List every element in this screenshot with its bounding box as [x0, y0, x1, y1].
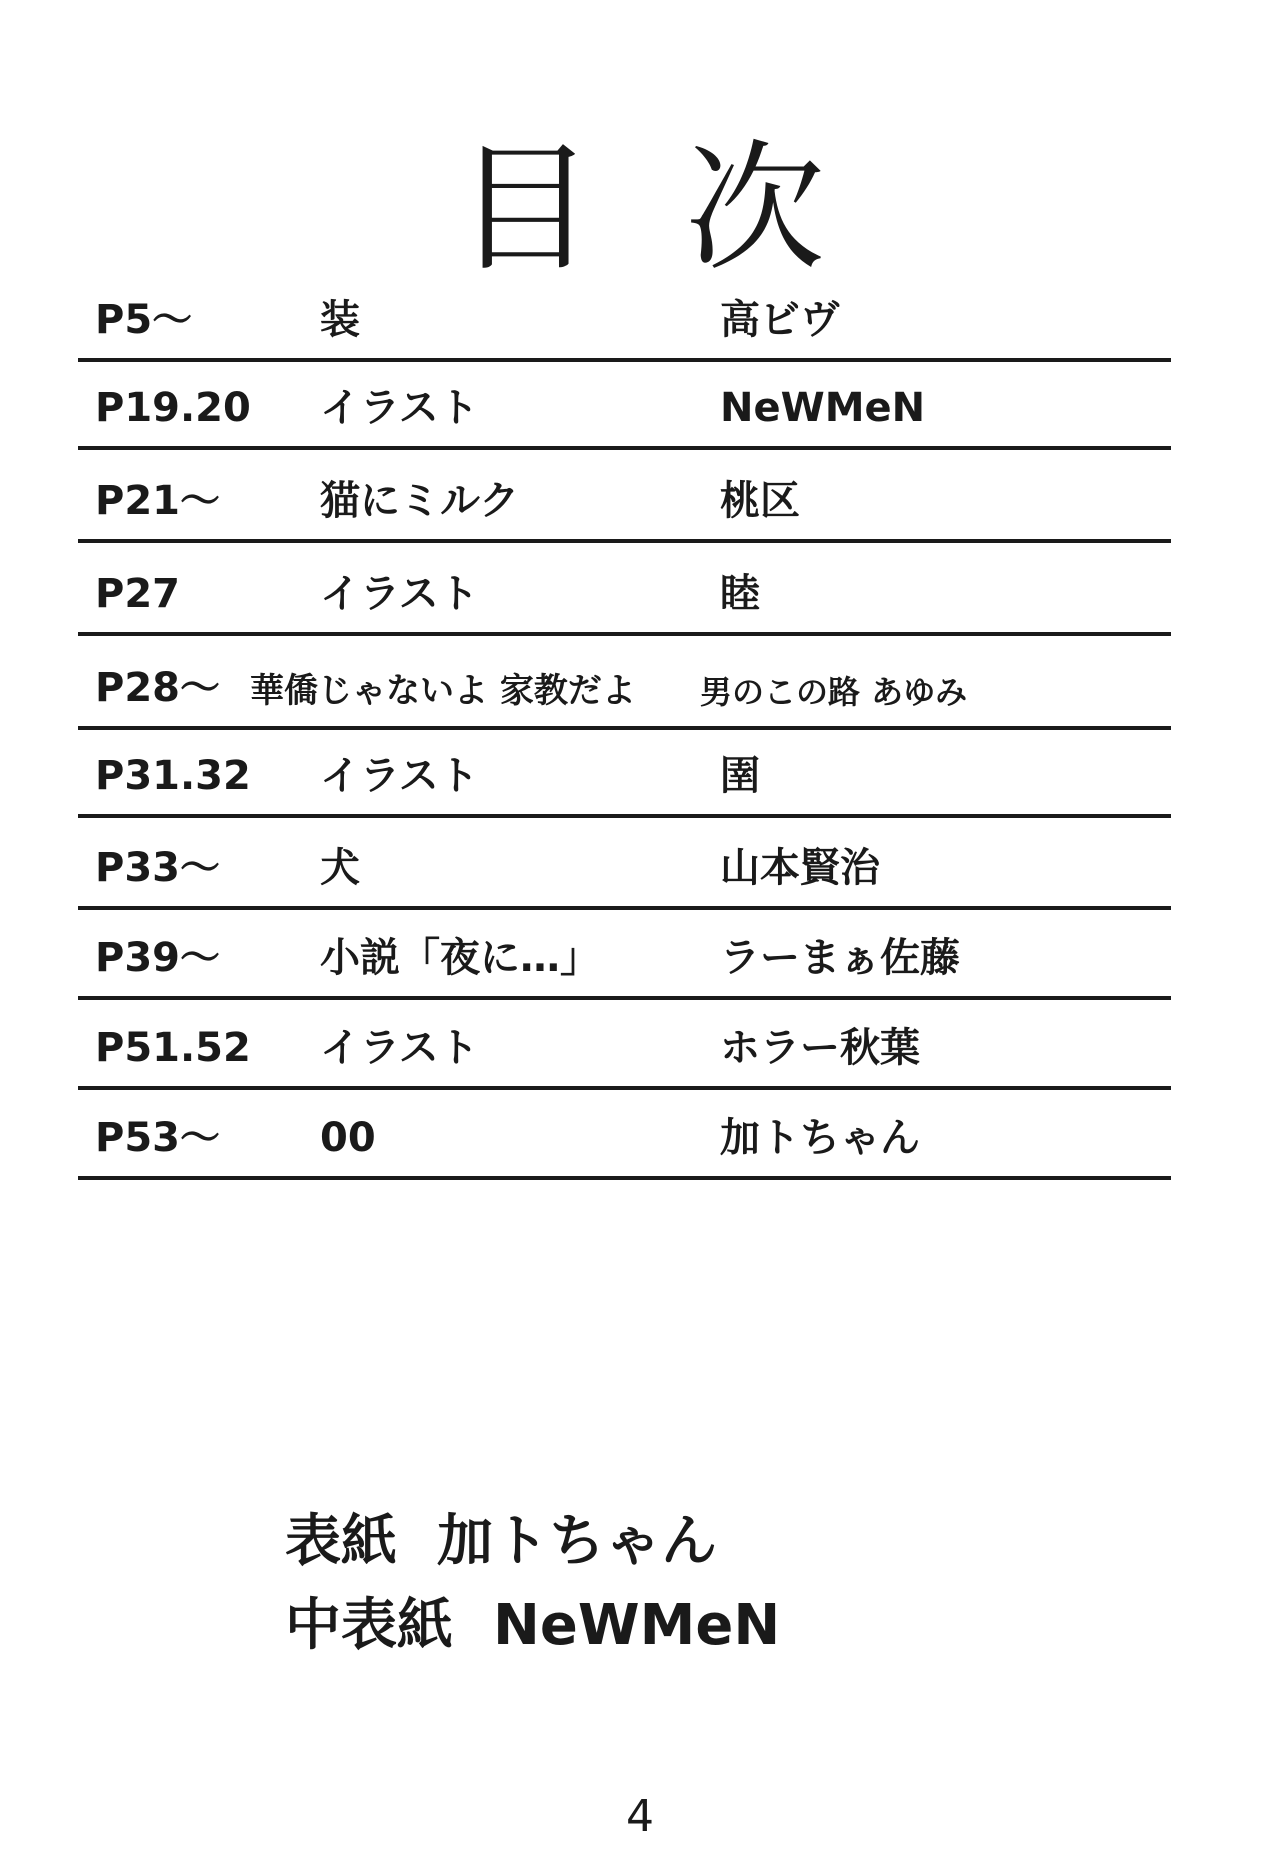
- toc-item: イラスト: [320, 1025, 479, 1071]
- toc-item: 猫にミルク: [320, 478, 520, 524]
- toc-item: イラスト: [320, 571, 479, 617]
- toc-author: 加トちゃん: [720, 1115, 920, 1161]
- credit-name: NeWMeN: [493, 1593, 781, 1658]
- toc-row: [0, 1070, 1280, 1180]
- toc-page: P53～: [95, 1115, 220, 1161]
- credit-inner-cover: [285, 1584, 820, 1668]
- toc-item: 小説「夜に…」: [320, 935, 600, 981]
- toc-author: 桃区: [720, 478, 800, 524]
- toc-author: 男のこの路 あゆみ: [700, 673, 968, 711]
- credit-name: 加トちゃん: [437, 1509, 717, 1574]
- toc-item: 華僑じゃないよ 家教だよ: [250, 671, 636, 711]
- toc-item: 装: [320, 297, 360, 343]
- toc-author: 高ビヴ: [720, 297, 840, 343]
- credit-label: 表紙: [285, 1509, 397, 1574]
- cover-credits: [285, 1500, 820, 1668]
- credit-label: 中表紙: [285, 1593, 453, 1658]
- toc-author: 睦: [720, 571, 760, 617]
- toc-item: イラスト: [320, 385, 479, 431]
- toc-item: 00: [320, 1115, 376, 1161]
- toc-author: ホラー秋葉: [720, 1025, 920, 1071]
- toc-page: P5～: [95, 297, 193, 343]
- toc-page: P31.32: [95, 753, 251, 799]
- toc-page: P28～: [95, 665, 220, 711]
- page-title: 目次: [454, 128, 915, 291]
- toc-page: P33～: [95, 845, 220, 891]
- toc-page: P51.52: [95, 1025, 251, 1071]
- toc-item: イラスト: [320, 753, 479, 799]
- toc-author: 圉: [720, 753, 760, 799]
- toc-page: P21～: [95, 478, 220, 524]
- toc-author: NeWMeN: [720, 385, 926, 431]
- toc-author: 山本賢治: [720, 845, 880, 891]
- credit-cover: [285, 1500, 820, 1584]
- toc-page: P19.20: [95, 385, 251, 431]
- toc-item: 犬: [320, 845, 360, 891]
- page-number: 4: [626, 1791, 654, 1842]
- toc-page: P39～: [95, 935, 220, 981]
- toc-page: P27: [95, 571, 180, 617]
- divider: [78, 1176, 1171, 1180]
- toc-author: ラーまぁ佐藤: [720, 935, 960, 981]
